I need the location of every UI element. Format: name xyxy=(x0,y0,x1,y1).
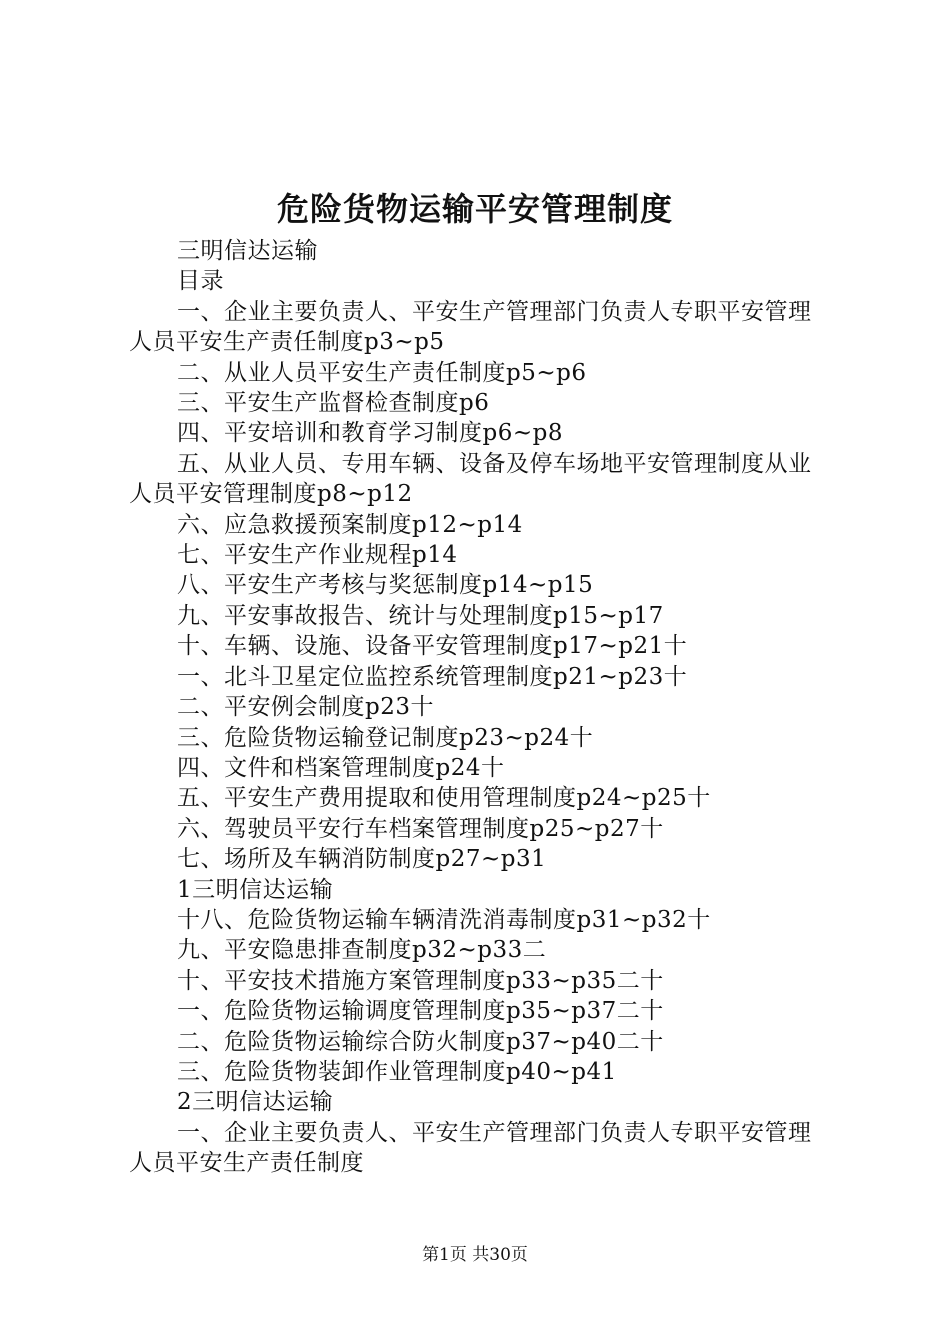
toc-entry: 十、平安技术措施方案管理制度p33~p35二十 xyxy=(177,967,664,994)
toc-entry: 十八、危险货物运输车辆清洗消毒制度p31~p32十 xyxy=(177,906,711,933)
paragraph-company-marker: 1三明信达运输 xyxy=(177,876,334,903)
paragraph-company-marker: 2三明信达运输 xyxy=(177,1089,334,1116)
paragraph-company: 三明信达运输 xyxy=(177,238,318,264)
toc-entry: 二、平安例会制度p23十 xyxy=(177,694,434,721)
toc-entry: 七、场所及车辆消防制度p27~p31 xyxy=(177,846,547,873)
toc-entry: 二、从业人员平安生产责任制度p5~p6 xyxy=(177,359,587,386)
toc-entry: 二、危险货物运输综合防火制度p37~p40二十 xyxy=(177,1028,664,1055)
toc-entry: 三、平安生产监督检查制度p6 xyxy=(177,390,490,417)
document-body xyxy=(129,236,834,1179)
toc-entry: 七、平安生产作业规程p14 xyxy=(177,542,458,569)
toc-entry: 五、平安生产费用提取和使用管理制度p24~p25十 xyxy=(177,785,711,812)
paragraph-toc-heading: 目录 xyxy=(177,268,224,295)
toc-entry: 八、平安生产考核与奖惩制度p14~p15 xyxy=(177,572,594,599)
toc-entry: 九、平安隐患排查制度p32~p33二 xyxy=(177,937,547,964)
toc-entry: 三、危险货物装卸作业管理制度p40~p41 xyxy=(177,1058,617,1085)
toc-entry: 四、平安培训和教育学习制度p6~p8 xyxy=(177,420,563,447)
toc-entry: 三、危险货物运输登记制度p23~p24十 xyxy=(177,724,594,751)
toc-entry: 四、文件和档案管理制度p24十 xyxy=(177,754,505,781)
section-heading: 一、企业主要负责人、平安生产管理部门负责人专职平安管理人员平安生产责任制度 xyxy=(129,1119,812,1177)
toc-entry: 一、危险货物运输调度管理制度p35~p37二十 xyxy=(177,998,664,1025)
toc-entry: 六、应急救援预案制度p12~p14 xyxy=(177,511,523,538)
page-footer: 第1页 共30页 xyxy=(422,1245,528,1265)
toc-entry: 十、车辆、设施、设备平安管理制度p17~p21十 xyxy=(177,633,688,660)
toc-entry: 一、企业主要负责人、平安生产管理部门负责人专职平安管理人员平安生产责任制度p3~p5 xyxy=(129,298,812,356)
toc-entry: 五、从业人员、专用车辆、设备及停车场地平安管理制度从业人员平安管理制度p8~p12 xyxy=(129,450,812,508)
toc-entry: 九、平安事故报告、统计与处理制度p15~p17 xyxy=(177,602,664,629)
toc-entry: 六、驾驶员平安行车档案管理制度p25~p27十 xyxy=(177,815,664,842)
document-title: 危险货物运输平安管理制度 xyxy=(276,190,673,228)
toc-entry: 一、北斗卫星定位监控系统管理制度p21~p23十 xyxy=(177,663,688,690)
